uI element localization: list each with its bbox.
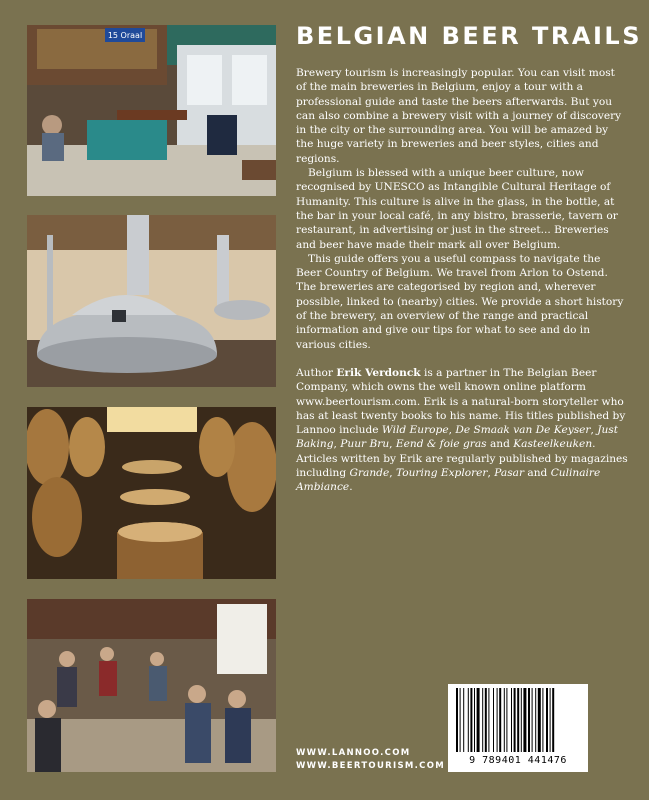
barcode-bars [454,688,582,752]
isbn-number: 9 789401 441476 [469,755,567,766]
magazine-ref: Grande [349,467,390,480]
paragraph: Brewery tourism is increasingly popular. You can visit most of the main breweries in Belgium, enjoy a tour with a professional guide and taste the beers afterwards. But you can also combine a brewery visit with a journey of discovery in the city or the surrounding area. You will be amazed by the huge variety in breweries and beer styles, cities and regions. [296,67,622,165]
author-name: Erik Verdonck [336,366,421,379]
magazine-ref: Pasar [494,467,525,480]
book-title-ref: De Smaak van De Keyser [455,424,591,437]
book-title: BELGIAN BEER TRAILS [296,22,642,50]
beertourism-link[interactable]: WWW.BEERTOURISM.COM [296,761,445,771]
photo-barrel-cellar [27,407,276,579]
magazine-ref: Touring Explorer [395,467,488,480]
back-cover-text [296,66,628,495]
paragraph: Belgium is blessed with a unique beer culture, now recognised by UNESCO as Intangible Cultural Heritage of Humanity. This culture is alive in the glass, in the bottle, at the bar in your local café, in any bistro, brasserie, tavern or restaurant, in advertising or just in the street... Breweries and beer have made their mark all over Belgium. [296,167,618,251]
paragraph: This guide offers you a useful compass to navigate the Beer Country of Belgium. We travel from Arlon to Ostend. The breweries are categorised by region and, wherever possible, linked to (nearby) cities. We provide a short history of the brewery, an overview of the range and practical information and give our tips for what to see and do in various cities. [296,252,624,351]
isbn-barcode [448,684,588,772]
photo-brewhouse-kettles [27,215,276,387]
book-title-ref: Wild Europe [381,424,449,437]
publisher-link[interactable]: WWW.LANNOO.COM [296,748,411,758]
book-title-ref: Kasteelkeuken [513,438,593,451]
photo-tasting-room [27,599,276,772]
book-title-ref: Puur Bru [340,438,390,451]
book-title-ref: Eend & foie gras [395,438,487,451]
cafe-sign: 15 Oraal [107,31,143,40]
magazine-ref: Culinaire Ambiance [296,467,601,494]
book-title-ref: Just Baking [296,424,618,451]
website-links [296,747,445,773]
author-bio: Author Erik Verdonck is a partner in The Belgian Beer Company, which owns the well known online platform www.beertourism.com. Erik is a natural-born storyteller who has at least twenty books to his name. His titles published by Lannoo include Wild Europe, De Smaak van De Keyser, Just Baking, Puur Bru, Eend & foie gras and Kasteelkeuken. Articles written by Erik are regularly published by magazines including Grande, Touring Explorer, Pasar and Culinaire Ambiance. [296,366,628,494]
photo-beer-cafe [27,25,276,196]
